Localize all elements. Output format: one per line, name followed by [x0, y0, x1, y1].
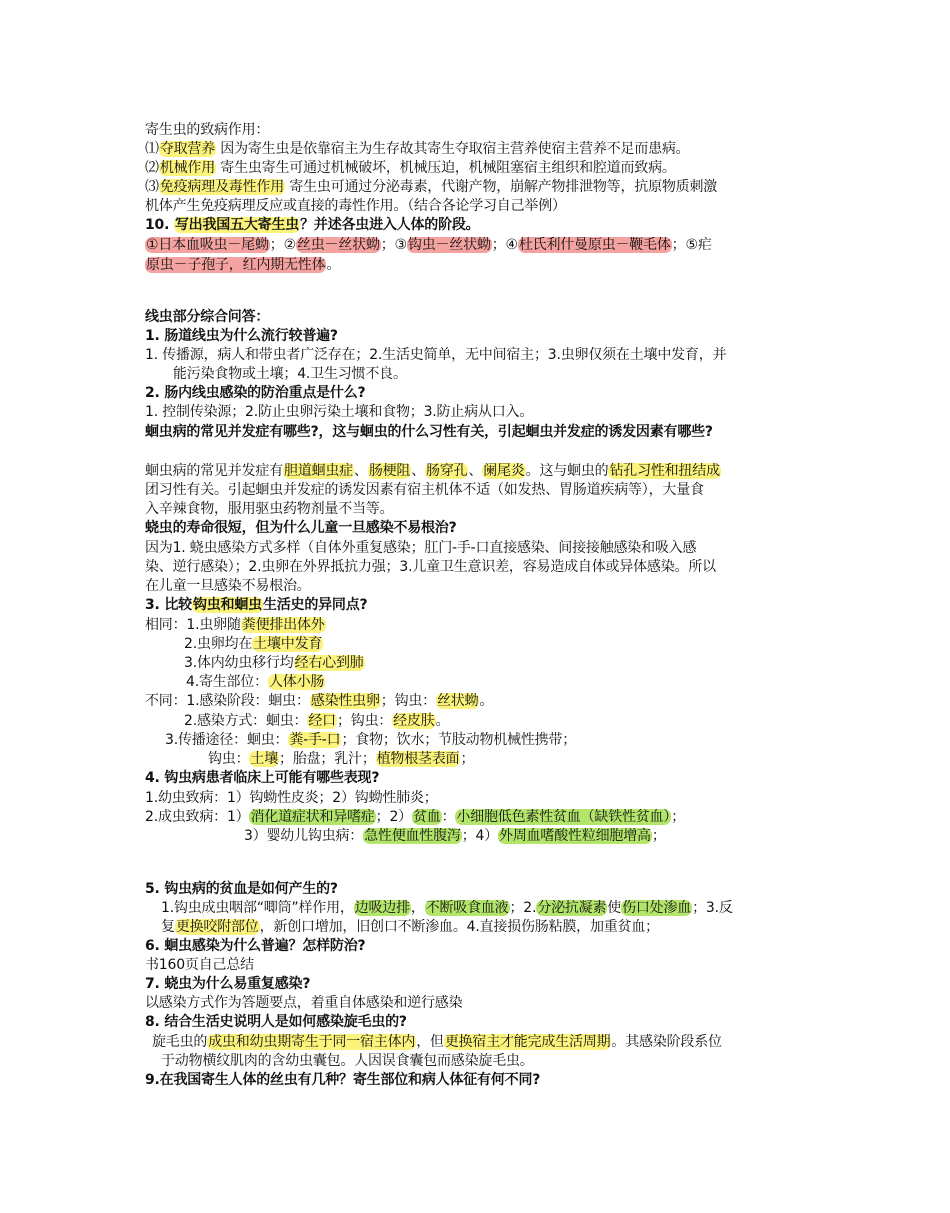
- highlight: 肠梗阻: [368, 463, 411, 479]
- text-line: 在儿童一旦感染不易根治。: [145, 578, 311, 594]
- text-line: 1.幼虫致病：1）钩蚴性皮炎；2）钩蚴性肺炎；: [145, 790, 438, 806]
- question-heading: 蛲虫的寿命很短，但为什么儿童一旦感染不易根治?: [145, 520, 457, 536]
- text-line: 染、逆行感染）；2.虫卵在外界抵抗力强；3.儿童卫生意识差，容易造成自体或异体感染。所以: [145, 559, 716, 575]
- text-line: 1. 控制传染源；2.防止虫卵污染土壤和食物；3.防止病从口入。: [145, 404, 534, 420]
- highlight: 经皮肤: [393, 713, 435, 729]
- text-line: 团习性有关。引起蛔虫并发症的诱发因素有宿主机体不适（如发热、胃肠道疾病等），大量食: [145, 482, 704, 498]
- highlight: 消化道症状和异嗜症: [250, 809, 375, 825]
- question-heading: 2. 肠内线虫感染的防治重点是什么?: [145, 385, 366, 401]
- question-heading: 6. 蛔虫感染为什么普遍？怎样防治?: [145, 938, 366, 954]
- highlight: 阑尾炎: [483, 463, 525, 479]
- text-line: ⑴夺取营养 因为寄生虫是依靠宿主为生存故其寄生夺取宿主营养使宿主营养不足而患病。: [145, 141, 690, 157]
- question-heading: 1. 肠道线虫为什么流行较普遍?: [145, 328, 338, 344]
- highlight: 人体小肠: [268, 674, 325, 690]
- question-heading: 8. 结合生活史说明人是如何感染旋毛虫的?: [145, 1014, 407, 1030]
- highlight: 更换宿主才能完成生活周期: [444, 1034, 611, 1050]
- highlight: 小细胞低色素性贫血（缺铁性贫血）: [456, 809, 671, 825]
- question-heading: 蛔虫病的常见并发症有哪些?，这与蛔虫的什么习性有关，引起蛔虫并发症的诱发因素有哪些?: [145, 424, 713, 440]
- text-line: 钩虫：土壤；胎盘；乳汁；植物根茎表面；: [208, 751, 475, 767]
- text-line: 不同：1.感染阶段：蛔虫：感染性虫卵；钩虫：丝状蚴。: [145, 693, 494, 709]
- highlight: 丝虫－丝状蚴: [296, 237, 380, 253]
- text-line: 1. 传播源，病人和带虫者广泛存在；2.生活史简单，无中间宿主；3.虫卵仅须在土壤中发育，并: [145, 347, 727, 363]
- text-line: 2.感染方式：蛔虫：经口；钩虫：经皮肤。: [184, 713, 450, 729]
- text-line: 因为1. 蛲虫感染方式多样（自体外重复感染；肛门-手-口直接感染、间接接触感染和吸入感: [145, 540, 697, 556]
- highlight: 贫血: [412, 809, 441, 825]
- highlight: 经右心到肺: [294, 655, 364, 671]
- highlight: 免疫病理及毒性作用: [159, 179, 285, 195]
- text-line: 3）婴幼儿钩虫病：急性便血性腹泻；4）外周血嗜酸性粒细胞增高；: [244, 828, 666, 844]
- highlight: 伤口处渗血: [622, 900, 692, 916]
- highlight: 肠穿孔: [426, 463, 468, 479]
- text-line: 以感染方式作为答题要点，着重自体感染和逆行感染: [145, 995, 463, 1011]
- highlight: 钩虫－丝状蚴: [407, 237, 491, 253]
- text-line: ⑵机械作用 寄生虫寄生可通过机械破坏，机械压迫，机械阻塞宿主组织和腔道而致病。: [145, 160, 676, 176]
- text-line: 复更换咬附部位，新创口增加，旧创口不断渗血。4.直接损伤肠粘膜，加重贫血；: [161, 919, 659, 935]
- highlight: 感染性虫卵: [310, 693, 380, 709]
- highlight: 机械作用: [159, 160, 216, 176]
- highlight: 土壤: [250, 751, 279, 767]
- highlight: 夺取营养: [159, 141, 216, 157]
- text-line: ⑶免疫病理及毒性作用 寄生虫可通过分泌毒素，代谢产物，崩解产物排泄物等，抗原物质刺激: [145, 179, 718, 195]
- highlight: 粪-手-口: [289, 732, 341, 748]
- highlight: 粪便排出体外: [241, 617, 325, 633]
- highlight: 胆道蛔虫症: [284, 463, 353, 479]
- highlight: 不断吸食血液: [425, 900, 509, 916]
- text-line: 3.传播途径：蛔虫：粪-手-口；食物；饮水；节肢动物机械性携带；: [165, 732, 577, 748]
- question-heading: 10. 写出我国五大寄生虫？并述各虫进入人体的阶段。: [145, 217, 480, 233]
- highlight: 成虫和幼虫期寄生于同一宿主体内: [208, 1034, 416, 1050]
- text-line: 能污染食物或土壤；4.卫生习惯不良。: [173, 366, 407, 382]
- highlight: 钩虫和蛔虫: [192, 597, 262, 613]
- highlight: 边吸边排: [354, 900, 410, 916]
- text-line: 2.虫卵均在土壤中发育: [184, 636, 323, 652]
- text-line: 相同：1.虫卵随粪便排出体外: [145, 617, 325, 633]
- text-line: 入辛辣食物，服用驱虫药物剂量不当等。: [145, 501, 394, 517]
- highlight: 更换咬附部位: [175, 919, 259, 935]
- highlight: 经口: [308, 713, 336, 729]
- section-heading: 寄生虫的致病作用：: [145, 122, 270, 138]
- highlight: 急性便血性腹泻: [364, 828, 461, 844]
- highlight: 原虫－子孢子，红内期无性体: [146, 257, 326, 273]
- text-line: 机体产生免疫病理反应或直接的毒性作用。（结合各论学习自己举例）: [145, 198, 566, 214]
- highlight: 分泌抗凝素: [537, 900, 607, 916]
- highlight: ①日本血吸虫－尾蚴: [146, 237, 269, 253]
- text-line: 蛔虫病的常见并发症有胆道蛔虫症、肠梗阻、肠穿孔、阑尾炎。这与蛔虫的钻孔习性和扭结成: [145, 463, 720, 479]
- text-line: ①日本血吸虫－尾蚴；②丝虫－丝状蚴；③钩虫－丝状蚴；④杜氏利什曼原虫－鞭毛体；⑤疟: [146, 237, 712, 253]
- section-heading: 线虫部分综合问答：: [145, 309, 270, 325]
- question-heading: 5. 钩虫病的贫血是如何产生的?: [145, 881, 338, 897]
- text-line: 书160页自己总结: [145, 957, 254, 973]
- question-heading: 9.在我国寄生人体的丝虫有几种？寄生部位和病人体征有何不同?: [145, 1072, 541, 1088]
- text-line: 4.寄生部位：人体小肠: [186, 674, 325, 690]
- highlight: 丝状蚴: [436, 693, 479, 709]
- text-line: 原虫－子孢子，红内期无性体。: [146, 257, 341, 273]
- text-line: 旋毛虫的成虫和幼虫期寄生于同一宿主体内，但更换宿主才能完成生活周期。其感染阶段系位: [152, 1034, 722, 1050]
- text-line: 1.钩虫成虫咽部“唧筒”样作用，边吸边排，不断吸食血液；2.分泌抗凝素使伤口处渗血；3.反: [161, 900, 733, 916]
- question-heading: 4. 钩虫病患者临床上可能有哪些表现?: [145, 770, 380, 786]
- highlight: 外周血嗜酸性粒细胞增高: [499, 828, 651, 844]
- text-line: 于动物横纹肌肉的含幼虫囊包。人因误食囊包而感染旋毛虫。: [161, 1053, 534, 1069]
- highlight: 杜氏利什曼原虫－鞭毛体: [518, 237, 671, 253]
- highlight: 植物根茎表面: [376, 751, 460, 767]
- question-heading: 7. 蛲虫为什么易重复感染?: [145, 976, 311, 992]
- text-line: 3.体内幼虫移行均经右心到肺: [184, 655, 364, 671]
- highlight: 钻孔习性和扭结成: [609, 463, 720, 479]
- highlight: 写出我国五大寄生虫: [174, 217, 300, 233]
- text-line: 2.成虫致病：1）消化道症状和异嗜症；2）贫血：小细胞低色素性贫血（缺铁性贫血）；: [145, 809, 686, 825]
- highlight: 土壤中发育: [253, 636, 323, 652]
- question-heading: 3. 比较钩虫和蛔虫生活史的异同点?: [145, 597, 368, 613]
